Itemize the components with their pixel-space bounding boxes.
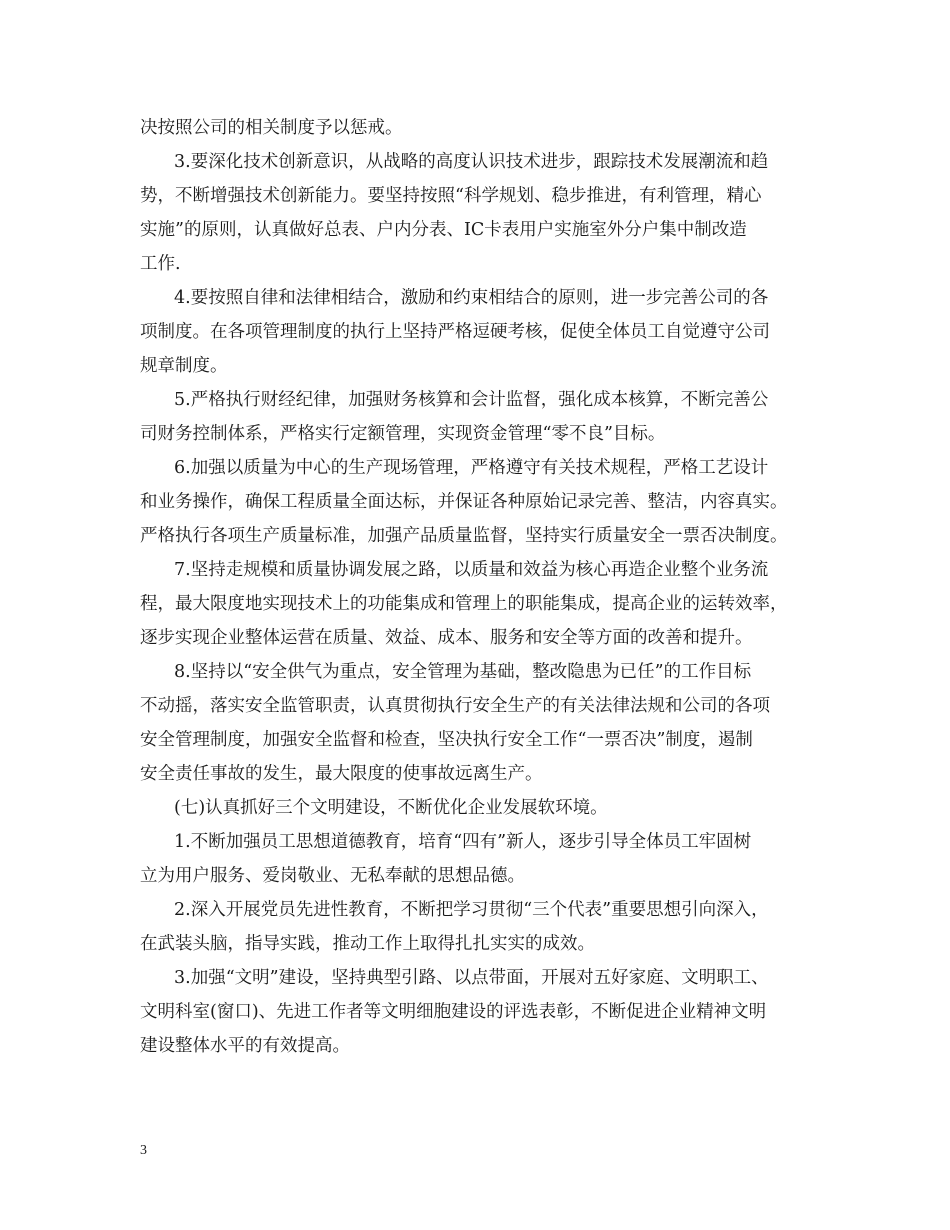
text-line: 3.加强“文明”建设，坚持典型引路、以点带面，开展对五好家庭、文明职工、 — [174, 968, 769, 988]
text-line: 1.不断加强员工思想道德教育，培育“四有”新人，逐步引导全体员工牢固树 — [174, 832, 752, 852]
text-line: 司财务控制体系，严格实行定额管理，实现资金管理“零不良”目标。 — [140, 424, 666, 444]
text-line: 立为用户服务、爱岗敬业、无私奉献的思想品德。 — [140, 866, 525, 886]
text-line: 3.要深化技术创新意识，从战略的高度认识技术进步，跟踪技术发展潮流和趋 — [174, 152, 769, 172]
text-line: 规章制度。 — [140, 356, 228, 376]
text-line: 安全管理制度，加强安全监督和检查，坚决执行安全工作“一票否决”制度，遏制 — [140, 730, 753, 750]
text-line: 8.坚持以“安全供气为重点，安全管理为基础，整改隐患为已任”的工作目标 — [174, 662, 752, 682]
page-number: 3 — [140, 1143, 147, 1158]
section-heading: (七)认真抓好三个文明建设，不断优化企业发展软环境。 — [174, 798, 608, 818]
text-line: 不动摇，落实安全监管职责，认真贯彻执行安全生产的有关法律法规和公司的各项 — [140, 696, 770, 716]
text-line: 势，不断增强技术创新能力。要坚持按照“科学规划、稳步推进，有利管理，精心 — [140, 186, 762, 206]
text-line: 严格执行各项生产质量标准，加强产品质量监督，坚持实行质量安全一票否决制度。 — [140, 526, 788, 546]
text-line: 程，最大限度地实现技术上的功能集成和管理上的职能集成，提高企业的运转效率， — [140, 594, 788, 614]
text-line: 4.要按照自律和法律相结合，激励和约束相结合的原则，进一步完善公司的各 — [174, 288, 769, 308]
text-line: 在武装头脑，指导实践，推动工作上取得扎扎实实的成效。 — [140, 934, 595, 954]
text-line: 决按照公司的相关制度予以惩戒。 — [140, 118, 403, 138]
text-line: 实施”的原则，认真做好总表、户内分表、IC卡表用户实施室外分户集中制改造 — [140, 220, 747, 240]
text-line: 建设整体水平的有效提高。 — [140, 1036, 350, 1056]
text-line: 7.坚持走规模和质量协调发展之路，以质量和效益为核心再造企业整个业务流 — [174, 560, 769, 580]
text-line: 6.加强以质量为中心的生产现场管理，严格遵守有关技术规程，严格工艺设计 — [174, 458, 769, 478]
text-line: 5.严格执行财经纪律，加强财务核算和会计监督，强化成本核算，不断完善公 — [174, 390, 769, 410]
text-line: 逐步实现企业整体运营在质量、效益、成本、服务和安全等方面的改善和提升。 — [140, 628, 753, 648]
text-line: 工作. — [140, 254, 181, 274]
text-line: 和业务操作，确保工程质量全面达标，并保证各种原始记录完善、整洁，内容真实。 — [140, 492, 788, 512]
text-line: 2.深入开展党员先进性教育，不断把学习贯彻“三个代表”重要思想引向深入， — [174, 900, 769, 920]
text-line: 文明科室(窗口)、先进工作者等文明细胞建设的评选表彰，不断促进企业精神文明 — [140, 1002, 767, 1022]
text-line: 项制度。在各项管理制度的执行上坚持严格逗硬考核，促使全体员工自觉遵守公司 — [140, 322, 770, 342]
text-line: 安全责任事故的发生，最大限度的使事故远离生产。 — [140, 764, 543, 784]
